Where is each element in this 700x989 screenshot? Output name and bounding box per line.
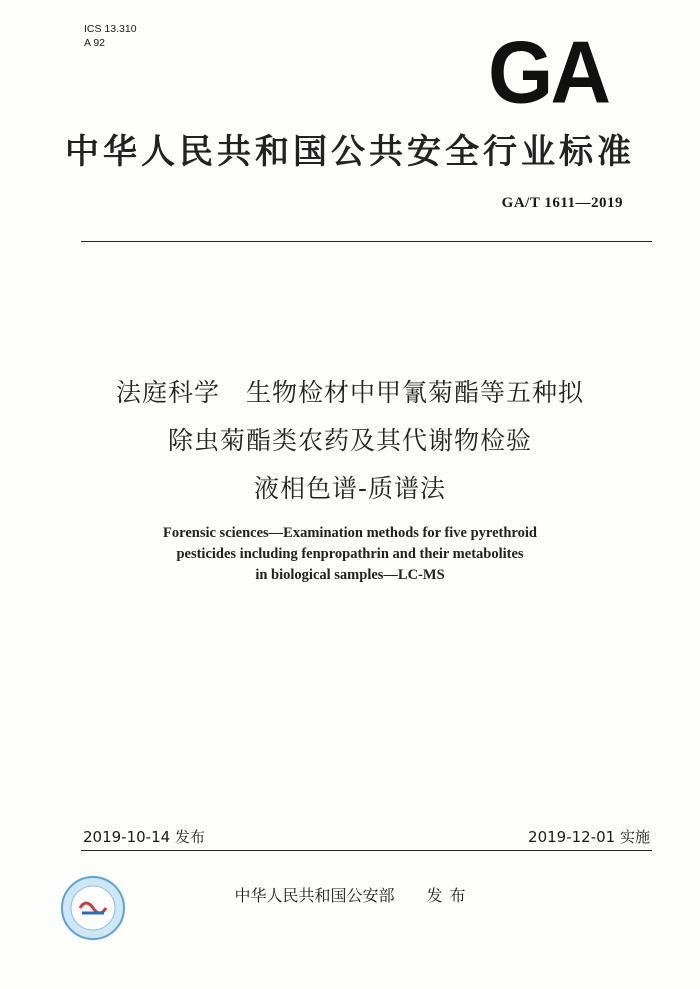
ga-logo: GA — [488, 22, 608, 122]
cn-title-line-3: 液相色谱-质谱法 — [253, 474, 447, 503]
publisher: 中华人民共和国公安部 发 布 — [234, 886, 466, 905]
en-title-line-1: Forensic sciences—Examination methods for five pyrethroid — [163, 525, 537, 541]
implementation-date: 2019-12-01 实施 — [528, 828, 650, 846]
ics-code — [84, 22, 137, 50]
en-title-line-2: pesticides including fenpropathrin and their metabolites — [176, 546, 524, 562]
cn-title-line-2: 除虫菊酯类农药及其代谢物检验 — [167, 426, 532, 455]
ics-number: ICS 13.310 — [84, 23, 137, 35]
cn-title-line-1: 法庭科学 生物检材中甲氰菊酯等五种拟 — [115, 378, 584, 407]
en-title-line-3: in biological samples—LC-MS — [255, 567, 445, 583]
footer-divider — [81, 850, 652, 851]
issue-date: 2019-10-14 发布 — [83, 828, 205, 846]
header-divider — [81, 241, 652, 242]
ccs-number: A 92 — [84, 37, 106, 49]
standard-number: GA/T 1611—2019 — [501, 195, 623, 211]
standard-category-title: 中华人民共和国公共安全行业标准 — [65, 132, 635, 172]
